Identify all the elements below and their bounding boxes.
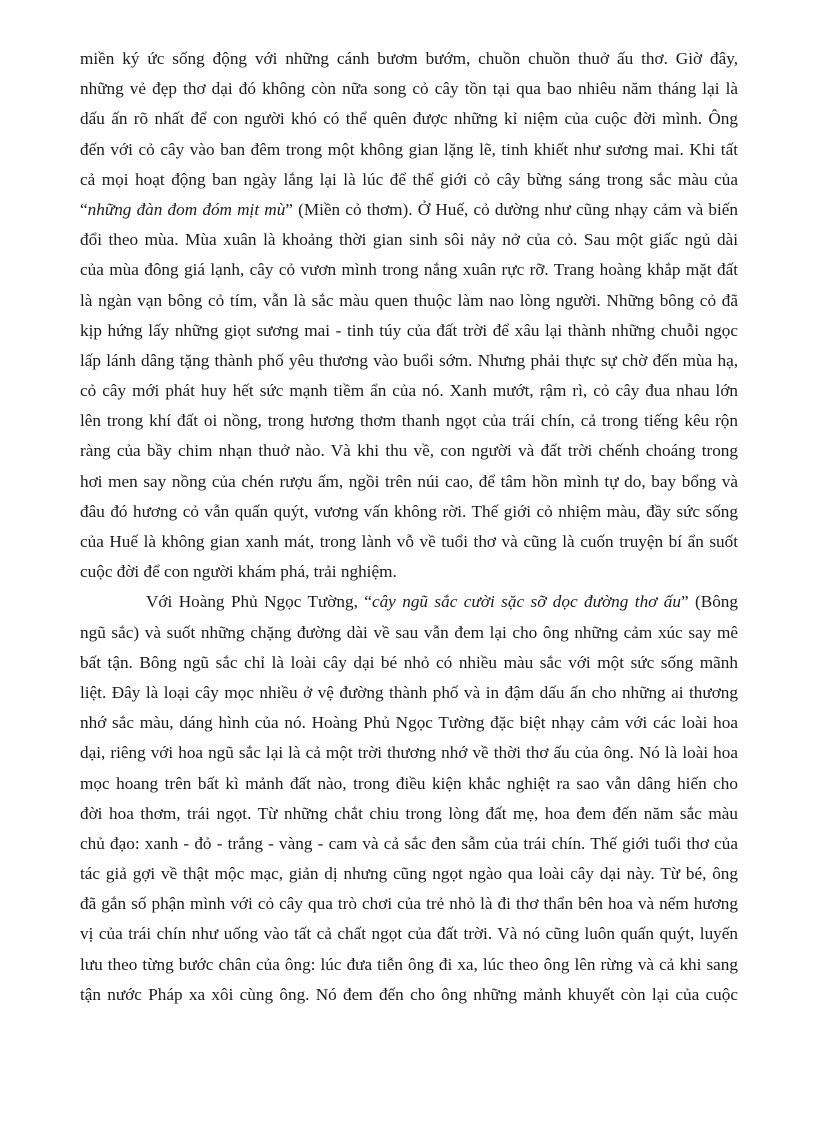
text-line: cả mọi hoạt động ban ngày lắng lại là lúc để thế giới cỏ cây bừng sáng trong sắc màu của (80, 169, 738, 189)
text-line: dấu ấn rõ nhất để con người khó có thể quên được những kỉ niệm của cuộc đời mình. Ông (80, 109, 738, 129)
text-line-with-quote (80, 195, 738, 225)
text-line: đâu đó hương cỏ vẫn quấn quýt, vương vấn không rời. Thế giới cỏ nhiệm màu, đầy sức sống (80, 501, 738, 521)
text-line: hơi men say nồng của chén rượu ấm, ngồi trên núi cao, để tâm hồn mình tự do, bay bổng và (80, 471, 738, 491)
text-line: lưu theo từng bước chân của ông: lúc đưa tiễn ông đi xa, lúc theo ông lên rừng và cả khi sang (80, 954, 738, 974)
text-segment: Với Hoàng Phủ Ngọc Tường, “ (146, 592, 372, 612)
text-line: ràng của bầy chim nhạn thuở nào. Và khi thu về, con người và đất trời chếnh choáng trong (80, 441, 738, 461)
text-line: đã gắn số phận mình với cỏ cây qua trò chơi của trẻ nhỏ là đi thơ thẩn bên hoa và nếm hương (80, 894, 738, 914)
text-line: liệt. Đây là loại cây mọc nhiều ở vệ đường thành phố và in đậm dấu ấn cho những ai thương (80, 682, 738, 702)
text-line: đến với cỏ cây vào ban đêm trong một không gian lặng lẽ, tinh khiết như sương mai. Khi tất (80, 139, 738, 159)
text-line: đời hoa thơm, trái ngọt. Từ những chắt chiu trong lòng đất mẹ, hoa đem đến năm sắc màu (80, 803, 738, 823)
text-line: ngũ sắc) và suốt những chặng đường dài về sau vẫn đem lại cho ông những cảm xúc say mê (80, 622, 738, 642)
text-line: miền ký ức sống động với những cánh bươm bướm, chuồn chuồn thuở ấu thơ. Giờ đây, (80, 49, 738, 68)
text-segment: ” (Bông (680, 592, 738, 612)
text-line: của mùa đông giá lạnh, cây cỏ vươn mình trong nắng xuân rực rỡ. Trang hoàng khắp mặt đất (80, 260, 738, 280)
text-line: của Huế là không gian xanh mát, trong lành vỗ về tuổi thơ và cũng là cuốn truyện bí ẩn suốt (80, 532, 738, 551)
paragraph-1 (80, 44, 738, 587)
text-line: tận nước Pháp xa xôi cùng ông. Nó đem đến cho ông những mảnh khuyết còn lại của cuộc (80, 984, 738, 1004)
text-line: những vẻ đẹp thơ dại đó không còn nữa song cỏ cây tồn tại qua bao nhiêu năm tháng lại là (80, 79, 738, 99)
text-line: chủ đạo: xanh - đỏ - trắng - vàng - cam và cả sắc đen sẫm của trái chín. Thế giới tuổi thơ của (80, 833, 738, 853)
text-line: mọc hoang trên bất kì mảnh đất nào, trong điều kiện khắc nghiệt ra sao vẫn dâng hiến cho (80, 773, 738, 793)
text-line: nhớ sắc màu, dáng hình của nó. Hoàng Phủ Ngọc Tường đặc biệt nhạy cảm với các loài hoa (80, 713, 738, 733)
text-line-last: cuộc đời để con người khám phá, trải nghiệm. (80, 562, 397, 582)
text-segment: ” (Miền cỏ thơm). Ở Huế, cỏ dường như cũng nhạy cảm và biến (285, 199, 738, 219)
text-line-with-quote (80, 587, 738, 617)
text-line: là ngàn vạn bông cỏ tím, vẫn là sắc màu quen thuộc làm nao lòng người. Những bông cỏ đã (80, 290, 738, 310)
text-line: vị của trái chín như uống vào tất cả chất ngọt của đất trời. Và nó cũng luôn quấn quýt, luyến (80, 924, 738, 944)
text-line: lấp lánh dâng tặng thành phố yêu thương vào buổi sớm. Nhưng phải thực sự chờ đến mùa hạ, (80, 350, 738, 370)
text-line: lên trong khí đất oi nồng, trong hương thơm thanh ngọt của trái chín, cả trong tiếng kêu rộn (80, 411, 738, 431)
text-line: dại, riêng với hoa ngũ sắc lại là cả một trời thương nhớ về thời thơ ấu của ông. Nó là loài hoa (80, 743, 738, 763)
text-line: đổi theo mùa. Mùa xuân là khoảng thời gian sinh sôi nảy nở của cỏ. Sau một giấc ngủ dài (80, 230, 738, 250)
text-line: bất tận. Bông ngũ sắc chỉ là loài cây dại bé nhỏ có nhiều màu sắc với một sức sống mãnh (80, 652, 738, 672)
text-line: tác giả gợi về thật mộc mạc, giản dị nhưng cũng ngọt ngào qua loài cây dại này. Từ bé, ông (80, 864, 738, 884)
document-page (80, 44, 738, 1010)
paragraph-2 (80, 587, 738, 1010)
text-line: cỏ cây mới phát huy hết sức mạnh tiềm ẩn của nó. Xanh mướt, rậm rì, cỏ cây đua nhau lớn (80, 381, 738, 401)
quote-open: “ (80, 199, 88, 219)
italic-quote: cây ngũ sắc cười sặc sỡ dọc đường thơ ấu (371, 592, 681, 612)
italic-quote: những đàn đom đóm mịt mù (87, 199, 286, 219)
text-line: kịp hứng lấy những giọt sương mai - tinh túy của đất trời để xâu lại thành những chuỗi ngọc (80, 320, 738, 340)
